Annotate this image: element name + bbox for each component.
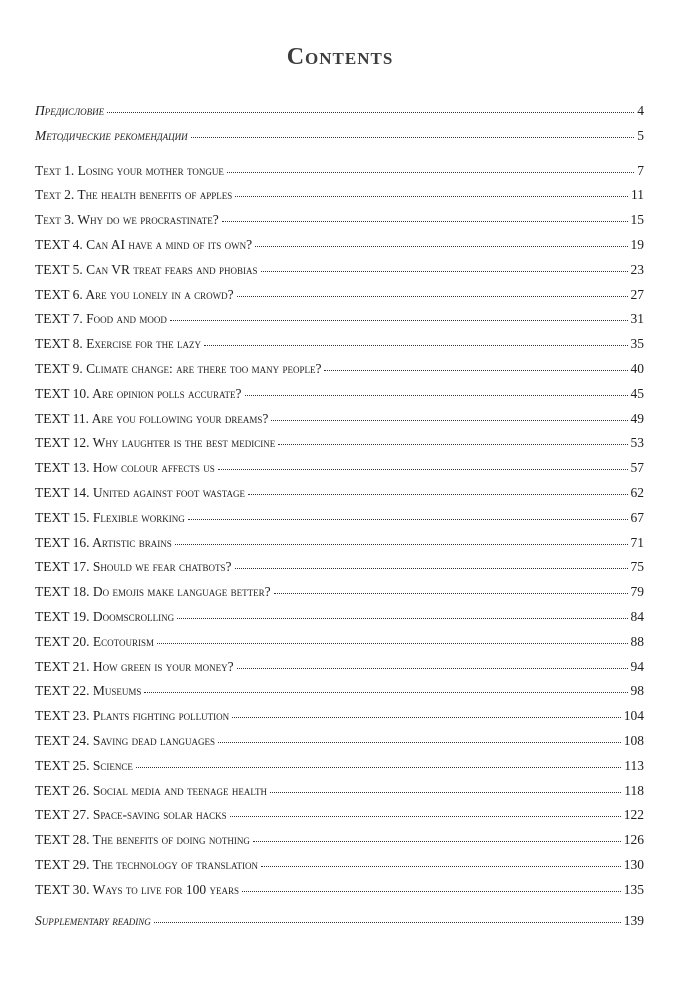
toc-entry[interactable]	[35, 386, 644, 411]
dot-leader	[261, 270, 628, 272]
toc-entry-page-number: 98	[630, 683, 644, 699]
dot-leader	[235, 567, 628, 569]
toc-entry-title: TEXT 19. Doomscrolling	[35, 608, 175, 624]
dot-leader	[230, 815, 621, 817]
toc-entry-page-number: 7	[637, 162, 644, 178]
toc-entry[interactable]	[35, 262, 644, 287]
toc-entry-page-number: 67	[630, 509, 644, 525]
toc-entry-title: TEXT 15. Flexible working	[35, 509, 185, 525]
toc-entry-page-number: 23	[630, 261, 644, 277]
dot-leader	[324, 369, 627, 371]
toc-entry-title: TEXT 22. Museums	[35, 683, 142, 699]
toc-entry[interactable]	[35, 128, 644, 153]
toc-entry[interactable]	[35, 336, 644, 361]
toc-entry-page-number: 104	[623, 708, 644, 724]
toc-entry-title: TEXT 14. United against foot wastage	[35, 484, 246, 500]
dot-leader	[255, 245, 627, 247]
dot-leader	[188, 518, 628, 520]
toc-entry-title: Методические рекомендации	[35, 127, 188, 143]
toc-entry[interactable]	[35, 733, 644, 758]
toc-entry-title: TEXT 18. Do emojis make language better?	[35, 584, 271, 600]
toc-entry-title: TEXT 12. Why laughter is the best medicine	[35, 435, 276, 451]
toc-entry-page-number: 71	[630, 534, 644, 550]
toc-entry-page-number: 126	[623, 832, 644, 848]
toc-entry[interactable]	[35, 634, 644, 659]
toc-entry[interactable]	[35, 485, 644, 510]
toc-entry[interactable]	[35, 361, 644, 386]
dot-leader	[248, 493, 627, 495]
toc-entry[interactable]	[35, 857, 644, 882]
toc-entry[interactable]	[35, 187, 644, 212]
toc-entry-page-number: 57	[630, 460, 644, 476]
toc-entry-page-number: 75	[630, 559, 644, 575]
dot-leader	[237, 295, 628, 297]
toc-entry[interactable]	[35, 807, 644, 832]
toc-entry-title: Предисловие	[35, 103, 105, 118]
toc-entry[interactable]	[35, 535, 644, 560]
toc-entry-page-number: 4	[637, 103, 644, 118]
dot-leader	[144, 691, 627, 693]
table-of-contents	[35, 103, 644, 937]
toc-entry[interactable]	[35, 212, 644, 237]
dot-leader	[191, 136, 635, 138]
toc-entry-page-number: 40	[630, 360, 644, 376]
toc-entry-title: TEXT 17. Should we fear chatbots?	[35, 559, 232, 575]
toc-entry-title: TEXT 24. Saving dead languages	[35, 732, 215, 748]
dot-leader	[274, 592, 628, 594]
toc-entry-page-number: 135	[623, 881, 644, 897]
toc-entry[interactable]	[35, 832, 644, 857]
toc-entry-page-number: 62	[630, 484, 644, 500]
dot-leader	[107, 111, 634, 113]
toc-texts	[35, 163, 644, 907]
dot-leader	[157, 642, 628, 644]
toc-entry[interactable]	[35, 435, 644, 460]
toc-entry-title: TEXT 30. Ways to live for 100 years	[35, 881, 240, 897]
toc-entry-title: TEXT 25. Science	[35, 757, 133, 773]
toc-entry-page-number: 88	[630, 633, 644, 649]
dot-leader	[227, 171, 634, 173]
toc-entry-title: TEXT 23. Plants fighting pollution	[35, 708, 230, 724]
toc-entry-page-number: 31	[630, 311, 644, 327]
toc-entry[interactable]	[35, 584, 644, 609]
toc-entry[interactable]	[35, 163, 644, 188]
dot-leader	[204, 344, 628, 346]
dot-leader	[136, 766, 621, 768]
toc-entry-page-number: 108	[623, 732, 644, 748]
toc-entry-page-number: 45	[630, 385, 644, 401]
dot-leader	[154, 921, 621, 923]
dot-leader	[232, 716, 621, 718]
toc-entry-page-number: 49	[630, 410, 644, 426]
dot-leader	[253, 840, 621, 842]
toc-entry-page-number: 5	[637, 127, 644, 143]
toc-entry-page-number: 19	[630, 236, 644, 252]
toc-entry[interactable]	[35, 708, 644, 733]
toc-entry[interactable]	[35, 758, 644, 783]
toc-entry[interactable]	[35, 683, 644, 708]
toc-entry[interactable]	[35, 460, 644, 485]
toc-entry[interactable]	[35, 882, 644, 907]
toc-back-matter	[35, 913, 644, 938]
toc-entry[interactable]	[35, 411, 644, 436]
dot-leader	[278, 443, 627, 445]
toc-entry-page-number: 53	[630, 435, 644, 451]
toc-entry-title: TEXT 6. Are you lonely in a crowd?	[35, 286, 234, 302]
toc-entry-title: TEXT 16. Artistic brains	[35, 534, 172, 550]
toc-entry-page-number: 139	[623, 912, 644, 928]
toc-entry[interactable]	[35, 659, 644, 684]
toc-entry[interactable]	[35, 287, 644, 312]
toc-entry-title: TEXT 7. Food and mood	[35, 311, 167, 327]
toc-entry-title: TEXT 5. Can VR treat fears and phobias	[35, 261, 258, 277]
dot-leader	[218, 468, 628, 470]
dot-leader	[177, 617, 627, 619]
toc-entry[interactable]	[35, 559, 644, 584]
toc-entry-page-number: 27	[630, 286, 644, 302]
toc-entry-title: TEXT 28. The benefits of doing nothing	[35, 832, 250, 848]
toc-entry-title: TEXT 11. Are you following your dreams?	[35, 410, 269, 426]
dot-leader	[261, 865, 621, 867]
dot-leader	[242, 890, 621, 892]
toc-entry-title: TEXT 27. Space-saving solar hacks	[35, 807, 227, 823]
dot-leader	[222, 220, 628, 222]
toc-entry-page-number: 130	[623, 856, 644, 872]
dot-leader	[218, 741, 621, 743]
toc-front-matter	[35, 103, 644, 153]
toc-entry-title: Supplementary reading	[35, 912, 151, 928]
toc-entry[interactable]	[35, 510, 644, 535]
toc-entry-title: TEXT 4. Can AI have a mind of its own?	[35, 236, 253, 252]
dot-leader	[245, 394, 628, 396]
toc-entry[interactable]	[35, 913, 644, 938]
toc-entry-title: TEXT 10. Are opinion polls accurate?	[35, 385, 242, 401]
dot-leader	[271, 419, 627, 421]
toc-entry[interactable]	[35, 311, 644, 336]
toc-entry[interactable]	[35, 103, 644, 128]
toc-entry-page-number: 15	[630, 212, 644, 228]
page-title: Contents	[286, 44, 394, 70]
toc-entry-title: Text 2. The health benefits of apples	[35, 187, 233, 203]
toc-entry-title: TEXT 13. How colour affects us	[35, 460, 215, 476]
toc-entry-title: Text 3. Why do we procrastinate?	[35, 212, 219, 228]
dot-leader	[175, 543, 628, 545]
toc-entry-title: TEXT 26. Social media and teenage health	[35, 782, 268, 798]
toc-entry-title: Text 1. Losing your mother tongue	[35, 162, 224, 178]
dot-leader	[170, 319, 628, 321]
toc-entry-title: TEXT 20. Ecotourism	[35, 633, 154, 649]
toc-entry[interactable]	[35, 609, 644, 634]
dot-leader	[270, 791, 621, 793]
toc-entry-title: TEXT 21. How green is your money?	[35, 658, 234, 674]
toc-entry-page-number: 118	[624, 782, 644, 798]
toc-entry-title: TEXT 29. The technology of translation	[35, 856, 258, 872]
dot-leader	[235, 195, 628, 197]
toc-entry-page-number: 94	[630, 658, 644, 674]
toc-entry[interactable]	[35, 783, 644, 808]
toc-entry-page-number: 35	[630, 336, 644, 352]
toc-entry-page-number: 122	[623, 807, 644, 823]
toc-entry-page-number: 84	[630, 608, 644, 624]
dot-leader	[237, 667, 628, 669]
toc-entry[interactable]	[35, 237, 644, 262]
toc-entry-page-number: 79	[630, 584, 644, 600]
toc-entry-title: TEXT 8. Exercise for the lazy	[35, 336, 201, 352]
toc-entry-title: TEXT 9. Climate change: are there too many people?	[35, 360, 322, 376]
toc-entry-page-number: 11	[631, 187, 644, 203]
toc-entry-page-number: 113	[624, 757, 644, 773]
